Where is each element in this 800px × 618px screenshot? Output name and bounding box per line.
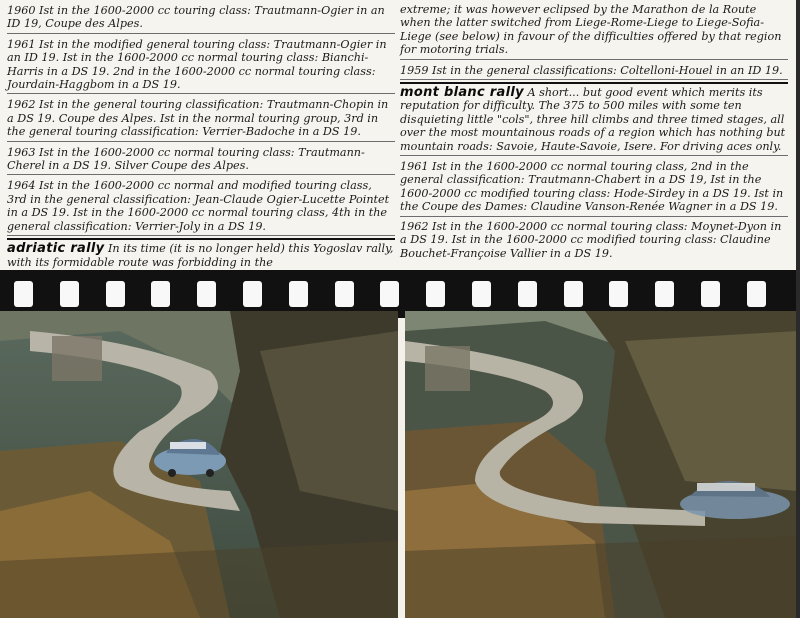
result-entry-1964: 1964 Ist in the 1600-2000 cc normal and modified touring class, 3rd in the general classification: Jean-Claude Ogier-Lucette Pointet in a DS 19. Ist in the 1600-2000 cc normal touring class, 4th in the general classification: Verrier-Joly in a DS 19.: [7, 177, 395, 236]
film-sprocket-hole: [289, 281, 308, 307]
adriatic-rally-section: [7, 238, 395, 269]
film-sprocket-hole: [60, 281, 79, 307]
result-entry-mb-1961: 1961 Ist in the 1600-2000 cc normal touring class, 2nd in the general classification: Trautmann-Chabert in a DS 19, Ist in the 1600-2000 cc modified touring class: Hode-Sirdey in a DS 19. Ist in the Coupe des Dames: Claudine Vanson-Renée Wagner in a DS 19.: [400, 158, 788, 217]
mont-blanc-rally-section: [400, 82, 788, 156]
film-sprocket-hole: [518, 281, 537, 307]
text-area: [0, 0, 800, 270]
mountain-road-image-left: [0, 311, 398, 618]
film-sprocket-hole: [151, 281, 170, 307]
right-column: [400, 2, 788, 262]
result-entry-1963: 1963 Ist in the 1600-2000 cc normal touring class: Trautmann-Cherel in a DS 19. Silver Coupe des Alpes.: [7, 144, 395, 176]
result-entry-1961: 1961 Ist in the modified general touring class: Trautmann-Ogier in an ID 19. Ist in the 1600-2000 cc normal touring class: Bianchi-Harris in a DS 19. 2nd in the 1600-2000 cc normal touring class: Jourdain-Haggbom in a DS 19.: [7, 36, 395, 95]
film-sprocket-hole: [747, 281, 766, 307]
film-sprocket-hole: [564, 281, 583, 307]
film-sprocket-hole: [609, 281, 628, 307]
photo-mountain-road-left: [0, 311, 398, 618]
mountain-road-image-right: [405, 311, 798, 618]
photo-mountain-road-right: [405, 311, 798, 618]
film-sprocket-hole: [380, 281, 399, 307]
film-sprocket-hole: [472, 281, 491, 307]
mont-blanc-rally-text: A short... but good event which merits its reputation for difficulty. The 375 to 500 miles with some ten disquieting little "cols", three hill climbs and three timed stages, all over the most mountainous roads of a region which has nothing but mountain roads: Savoie, Haute-Savoie, Isere. For driving aces only.: [400, 86, 786, 153]
adriatic-rally-text: In its time (it is no longer held) this Yogoslav rally, with its formidable route was forbidding in the: [7, 242, 394, 269]
result-entry-mb-1962: 1962 Ist in the 1600-2000 cc normal touring class: Moynet-Dyon in a DS 19. Ist in the 1600-2000 cc modified touring class: Claudine Bouchet-Françoise Vallier in a DS 19.: [400, 219, 782, 260]
result-entry-1959: 1959 Ist in the general classifications: Coltelloni-Houel in an ID 19.: [400, 62, 788, 80]
adriatic-rally-title: adriatic rally: [7, 241, 105, 257]
film-sprocket-hole: [335, 281, 354, 307]
mont-blanc-rally-title: mont blanc rally: [400, 85, 524, 101]
film-sprocket-hole: [197, 281, 216, 307]
film-sprocket-hole: [655, 281, 674, 307]
film-sprocket-hole: [701, 281, 720, 307]
page-edge-shadow: [796, 0, 800, 618]
film-sprocket-hole: [14, 281, 33, 307]
continued-text: extreme; it was however eclipsed by the Marathon de la Route when the latter switched from Liege-Rome-Liege to Liege-Sofia-Liege (see below) in favour of the difficulties offered by that region for motoring trials.: [400, 2, 788, 60]
film-sprocket-hole: [106, 281, 125, 307]
result-entry-1962: 1962 Ist in the general touring classification: Trautmann-Chopin in a DS 19. Coupe des Alpes. Ist in the normal touring group, 3rd in the general touring classification: Verrier-Badoche in a DS 19.: [7, 96, 395, 141]
film-sprocket-hole: [426, 281, 445, 307]
result-entry-1960: 1960 Ist in the 1600-2000 cc touring class: Trautmann-Ogier in an ID 19, Coupe des Alpes.: [7, 2, 395, 34]
film-sprocket-hole: [243, 281, 262, 307]
left-column: [7, 2, 395, 269]
